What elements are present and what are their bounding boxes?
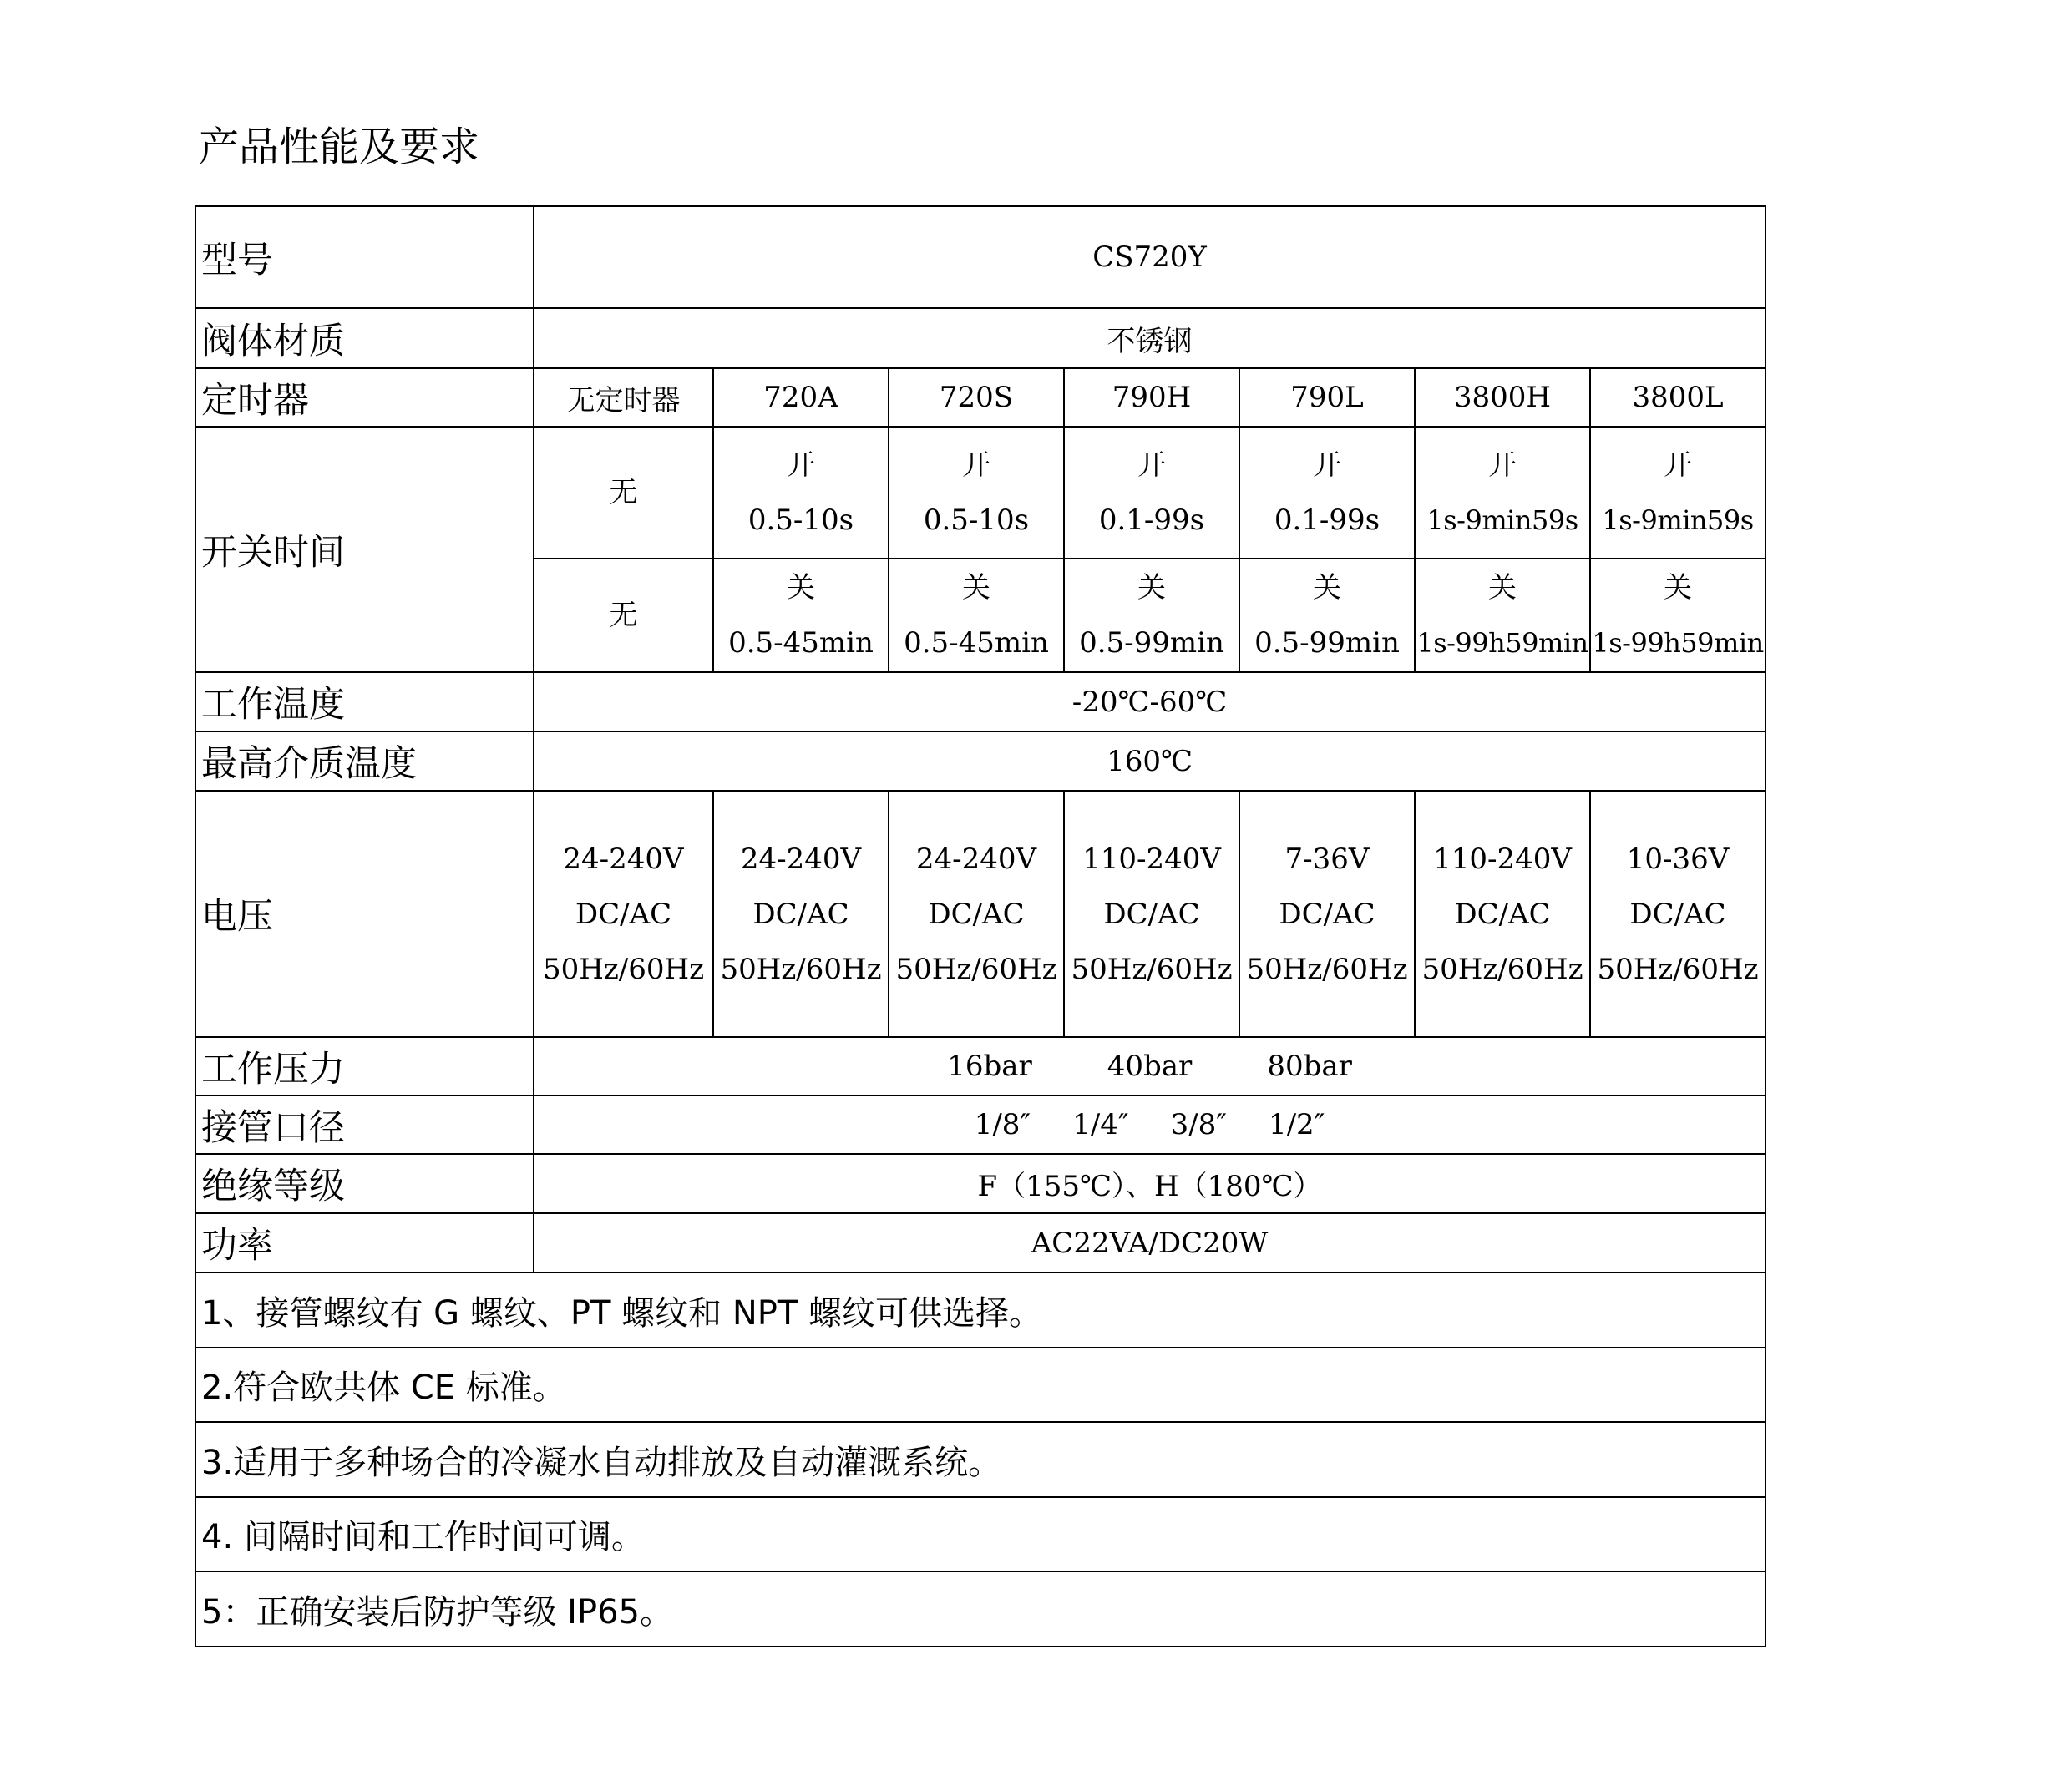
switch-close-cell: [1415, 559, 1590, 672]
timer-row: [195, 368, 1766, 427]
working-pressure-value: [534, 1037, 1766, 1095]
voltage-cell: [889, 791, 1064, 1037]
switch-open-range: 1s-9min59s: [1426, 504, 1578, 536]
switch-close-range: 0.5-99min: [1254, 626, 1400, 660]
switch-open-cell: [1590, 427, 1766, 559]
switch-open-name: 开: [1137, 448, 1166, 482]
working-pressure-row: [195, 1037, 1766, 1095]
voltage-type: DC/AC: [1103, 897, 1200, 931]
voltage-row: [195, 791, 1766, 1037]
model-value: CS720Y: [534, 206, 1766, 308]
timer-label: 定时器: [195, 368, 534, 427]
timer-cell: 无定时器: [534, 368, 713, 427]
body-material-row: [195, 308, 1766, 368]
voltage-type: DC/AC: [1454, 897, 1551, 931]
switch-close-cell: [1064, 559, 1239, 672]
switch-open-cell: [1064, 427, 1239, 559]
switch-close-range: 1s-99h59min: [1416, 627, 1588, 659]
switch-close-name: 关: [1488, 571, 1517, 605]
note-row: [195, 1422, 1766, 1497]
switch-time-label: 开关时间: [195, 427, 534, 672]
note-row: [195, 1272, 1766, 1348]
working-pressure-label: 工作压力: [195, 1037, 534, 1095]
voltage-range: 24-240V: [563, 842, 684, 876]
voltage-range: 24-240V: [915, 842, 1037, 876]
timer-cell: 3800L: [1590, 368, 1766, 427]
switch-open-cell: [534, 427, 713, 559]
switch-open-range: 1s-9min59s: [1602, 504, 1754, 536]
switch-open-range: 0.5-10s: [747, 503, 854, 537]
switch-open-name: 开: [1313, 448, 1341, 482]
switch-close-cell: [1239, 559, 1415, 672]
switch-open-name: 开: [787, 448, 815, 482]
note-text: 3.适用于多种场合的冷凝水自动排放及自动灌溉系统。: [195, 1422, 1766, 1497]
switch-open-name: 开: [1488, 448, 1517, 482]
voltage-range: 110-240V: [1082, 842, 1221, 876]
switch-close-cell: [534, 559, 713, 672]
note-row: [195, 1497, 1766, 1571]
pipe-diameter-row: [195, 1095, 1766, 1154]
switch-open-range: 0.1-99s: [1098, 503, 1205, 537]
model-label: 型号: [195, 206, 534, 308]
voltage-range: 24-240V: [740, 842, 862, 876]
switch-close-range: 0.5-45min: [728, 626, 874, 660]
switch-open-name: 开: [1664, 448, 1693, 482]
note-row: [195, 1571, 1766, 1647]
insulation-label: 绝缘等级: [195, 1154, 534, 1213]
voltage-freq: 50Hz/60Hz: [1071, 952, 1233, 986]
voltage-freq: 50Hz/60Hz: [1421, 952, 1583, 986]
voltage-type: DC/AC: [752, 897, 849, 931]
voltage-type: DC/AC: [928, 897, 1025, 931]
switch-open-cell: [889, 427, 1064, 559]
voltage-label: 电压: [195, 791, 534, 1037]
page-title: 产品性能及要求: [199, 124, 480, 170]
power-label: 功率: [195, 1213, 534, 1272]
pipe-diameter-value: [534, 1095, 1766, 1154]
voltage-range: 110-240V: [1433, 842, 1572, 876]
switch-close-name: 关: [1664, 571, 1693, 605]
model-row: [195, 206, 1766, 308]
voltage-range: 10-36V: [1626, 842, 1730, 876]
working-temp-row: [195, 672, 1766, 731]
voltage-cell: [1415, 791, 1590, 1037]
switch-close-range: 1s-99h59min: [1592, 627, 1764, 659]
switch-open-row: [195, 427, 1766, 559]
power-row: [195, 1213, 1766, 1272]
insulation-row: [195, 1154, 1766, 1213]
voltage-type: DC/AC: [1629, 897, 1726, 931]
voltage-cell: [534, 791, 713, 1037]
switch-open-name: 开: [962, 448, 990, 482]
timer-cell: 3800H: [1415, 368, 1590, 427]
pressure-value: 16bar: [947, 1050, 1032, 1083]
diameter-value: 1/4″: [1072, 1108, 1129, 1141]
switch-close-name: 关: [1313, 571, 1341, 605]
spec-table: [195, 205, 1766, 1647]
switch-open-range: 0.5-10s: [923, 503, 1030, 537]
timer-cell: 790H: [1064, 368, 1239, 427]
switch-close-name: 无: [609, 599, 638, 632]
note-row: [195, 1348, 1766, 1422]
switch-close-cell: [889, 559, 1064, 672]
voltage-type: DC/AC: [575, 897, 672, 931]
voltage-freq: 50Hz/60Hz: [1246, 952, 1408, 986]
working-temp-value: -20℃-60℃: [534, 672, 1766, 731]
switch-close-cell: [1590, 559, 1766, 672]
max-medium-temp-value: 160℃: [534, 731, 1766, 791]
voltage-cell: [1590, 791, 1766, 1037]
insulation-value: F（155℃）、H（180℃）: [534, 1154, 1766, 1213]
working-temp-label: 工作温度: [195, 672, 534, 731]
power-value: AC22VA/DC20W: [534, 1213, 1766, 1272]
diameter-value: 3/8″: [1170, 1108, 1227, 1141]
voltage-freq: 50Hz/60Hz: [895, 952, 1057, 986]
note-text: 4. 间隔时间和工作时间可调。: [195, 1497, 1766, 1571]
switch-open-name: 无: [609, 476, 638, 509]
switch-close-name: 关: [787, 571, 815, 605]
timer-cell: 790L: [1239, 368, 1415, 427]
switch-close-range: 0.5-99min: [1079, 626, 1224, 660]
max-medium-temp-row: [195, 731, 1766, 791]
switch-open-cell: [1415, 427, 1590, 559]
diameter-value: 1/2″: [1268, 1108, 1325, 1141]
voltage-range: 7-36V: [1284, 842, 1370, 876]
switch-close-name: 关: [1137, 571, 1166, 605]
switch-close-cell: [713, 559, 889, 672]
switch-open-range: 0.1-99s: [1274, 503, 1380, 537]
voltage-freq: 50Hz/60Hz: [1597, 952, 1759, 986]
voltage-freq: 50Hz/60Hz: [542, 952, 705, 986]
voltage-cell: [1064, 791, 1239, 1037]
pipe-diameter-label: 接管口径: [195, 1095, 534, 1154]
voltage-cell: [713, 791, 889, 1037]
switch-open-cell: [713, 427, 889, 559]
switch-close-range: 0.5-45min: [904, 626, 1049, 660]
diameter-value: 1/8″: [974, 1108, 1031, 1141]
timer-cell: 720A: [713, 368, 889, 427]
voltage-cell: [1239, 791, 1415, 1037]
pressure-value: 40bar: [1107, 1050, 1193, 1083]
switch-open-cell: [1239, 427, 1415, 559]
note-text: 2.符合欧共体 CE 标准。: [195, 1348, 1766, 1422]
body-material-value: 不锈钢: [534, 308, 1766, 368]
note-text: 1、接管螺纹有 G 螺纹、PT 螺纹和 NPT 螺纹可供选择。: [195, 1272, 1766, 1348]
pressure-value: 80bar: [1267, 1050, 1352, 1083]
max-medium-temp-label: 最高介质温度: [195, 731, 534, 791]
voltage-type: DC/AC: [1279, 897, 1375, 931]
note-text: 5：正确安装后防护等级 IP65。: [195, 1571, 1766, 1647]
body-material-label: 阀体材质: [195, 308, 534, 368]
timer-cell: 720S: [889, 368, 1064, 427]
voltage-freq: 50Hz/60Hz: [720, 952, 882, 986]
switch-close-name: 关: [962, 571, 990, 605]
